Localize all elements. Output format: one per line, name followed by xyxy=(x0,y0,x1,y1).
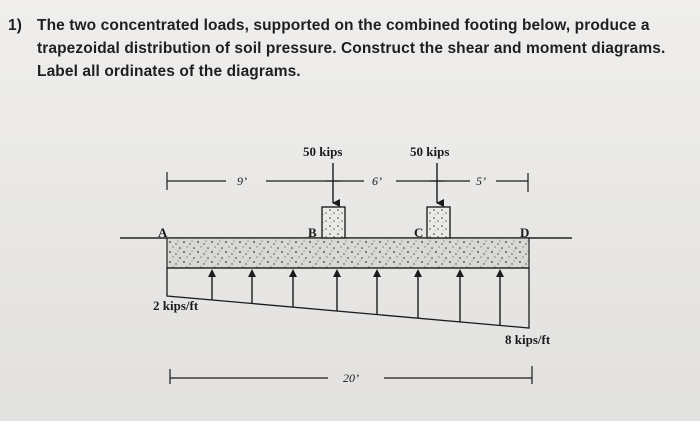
problem-number: 1) xyxy=(8,17,22,34)
dim-right-overhang: 5’ xyxy=(476,174,486,188)
pressure-arrow-head-7 xyxy=(456,269,464,277)
top-dimension-line xyxy=(167,172,528,192)
point-label-c: C xyxy=(414,225,424,240)
column-c xyxy=(427,207,450,238)
problem-line-2: trapezoidal distribution of soil pressure. Construct the shear and moment diagrams. xyxy=(37,40,666,57)
column-b xyxy=(322,207,345,238)
pressure-label-right: 8 kips/ft xyxy=(505,332,551,347)
footing-slab-texture xyxy=(167,238,529,268)
problem-line-3: Label all ordinates of the diagrams. xyxy=(37,63,301,80)
pressure-arrow-head-1 xyxy=(208,269,216,277)
soil-pressure-arrows xyxy=(208,269,504,325)
pressure-arrow-head-2 xyxy=(248,269,256,277)
point-label-b: B xyxy=(308,225,317,240)
point-label-d: D xyxy=(520,225,530,240)
load-label-c: 50 kips xyxy=(410,144,450,159)
dim-total-length: 20’ xyxy=(343,371,359,385)
point-label-a: A xyxy=(158,225,168,240)
problem-line-1: The two concentrated loads, supported on the combined footing below, produce a xyxy=(37,17,650,34)
pressure-label-left: 2 kips/ft xyxy=(153,298,199,313)
pressure-arrow-head-4 xyxy=(333,269,341,277)
pressure-arrow-head-8 xyxy=(496,269,504,277)
load-label-b: 50 kips xyxy=(303,144,343,159)
pressure-arrow-head-5 xyxy=(373,269,381,277)
soil-pressure-trapezoid xyxy=(167,268,529,328)
pressure-arrow-head-3 xyxy=(289,269,297,277)
dim-left-overhang: 9’ xyxy=(237,174,247,188)
dim-between-loads: 6’ xyxy=(372,174,382,188)
pressure-arrow-head-6 xyxy=(414,269,422,277)
